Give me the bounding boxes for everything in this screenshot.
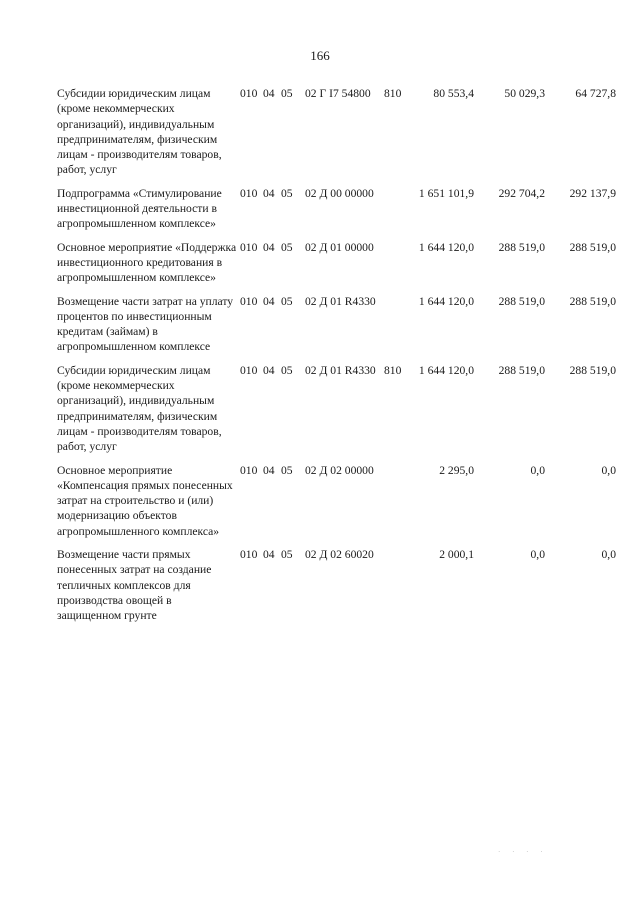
amount-year-2: 0,0 (530, 463, 545, 477)
amount-year-3: 64 727,8 (575, 87, 616, 100)
table-row (0, 186, 640, 240)
section-code: 04 (263, 363, 275, 377)
budget-table (0, 86, 640, 632)
amount-year-2: 50 029,3 (504, 87, 545, 100)
amount-year-2: 0,0 (530, 548, 545, 562)
subsection-code: 05 (281, 240, 293, 254)
row-description: Субсидии юридическим лицам (кроме некоммерческих организаций), индивидуальным предпринимателям, физическим лицам - производителям товаров, работ, услуг (57, 87, 222, 177)
amount-year-2: 288 519,0 (498, 294, 545, 308)
target-article-code: 02 Д 02 00000 (305, 463, 374, 477)
amount-year-1: 1 651 101,9 (418, 186, 474, 200)
subsection-code: 05 (281, 463, 293, 477)
subsection-code: 05 (281, 363, 293, 377)
amount-year-1: 80 553,4 (433, 87, 474, 100)
amount-year-2: 292 704,2 (498, 186, 545, 200)
scan-speckles: · · · · (498, 848, 548, 856)
section-code: 04 (263, 87, 275, 100)
amount-year-3: 292 137,9 (569, 186, 616, 200)
ministry-code: 010 (240, 363, 258, 377)
ministry-code: 010 (240, 87, 258, 100)
table-row (0, 547, 640, 631)
section-code: 04 (263, 186, 275, 200)
amount-year-3: 288 519,0 (569, 363, 616, 377)
section-code: 04 (263, 463, 275, 477)
amount-year-1: 2 295,0 (439, 463, 474, 477)
section-code: 04 (263, 240, 275, 254)
table-row (0, 240, 640, 294)
table-row (0, 86, 640, 186)
page-number: 166 (310, 48, 330, 63)
subsection-code: 05 (281, 548, 293, 562)
amount-year-1: 1 644 120,0 (418, 363, 474, 377)
expense-type-code: 810 (384, 87, 402, 100)
table-row (0, 294, 640, 363)
amount-year-2: 288 519,0 (498, 363, 545, 377)
table-row (0, 463, 640, 547)
ministry-code: 010 (240, 186, 258, 200)
amount-year-1: 1 644 120,0 (418, 294, 474, 308)
section-code: 04 (263, 548, 275, 562)
target-article-code: 02 Д 02 60020 (305, 548, 374, 562)
ministry-code: 010 (240, 240, 258, 254)
expense-type-code: 810 (384, 363, 402, 377)
row-description: Подпрограмма «Стимулирование инвестиционной деятельности в агропромышленном комплексе» (57, 186, 222, 231)
ministry-code: 010 (240, 548, 258, 562)
amount-year-3: 0,0 (601, 463, 616, 477)
amount-year-1: 1 644 120,0 (418, 240, 474, 254)
target-article-code: 02 Д 01 R4330 (305, 363, 376, 377)
amount-year-1: 2 000,1 (439, 548, 474, 562)
subsection-code: 05 (281, 186, 293, 200)
row-description: Возмещение части затрат на уплату процентов по инвестиционным кредитам (займам) в агропромышленном комплексе (57, 294, 234, 354)
target-article-code: 02 Д 01 R4330 (305, 294, 376, 308)
target-article-code: 02 Г I7 54800 (305, 87, 371, 100)
ministry-code: 010 (240, 294, 258, 308)
table-row (0, 363, 640, 463)
subsection-code: 05 (281, 294, 293, 308)
amount-year-3: 0,0 (601, 548, 616, 562)
amount-year-2: 288 519,0 (498, 240, 545, 254)
ministry-code: 010 (240, 463, 258, 477)
amount-year-3: 288 519,0 (569, 294, 616, 308)
row-description: Возмещение части прямых понесенных затрат на создание тепличных комплексов для производства овощей в защищенном грунте (57, 548, 212, 623)
amount-year-3: 288 519,0 (569, 240, 616, 254)
subsection-code: 05 (281, 87, 293, 100)
section-code: 04 (263, 294, 275, 308)
target-article-code: 02 Д 01 00000 (305, 240, 374, 254)
target-article-code: 02 Д 00 00000 (305, 186, 374, 200)
row-description: Основное мероприятие «Компенсация прямых понесенных затрат на строительство и (или) модернизацию объектов агропромышленного комплекса» (57, 463, 233, 538)
row-description: Субсидии юридическим лицам (кроме некоммерческих организаций), индивидуальным предпринимателям, физическим лицам - производителям товаров, работ, услуг (57, 363, 222, 454)
row-description: Основное мероприятие «Поддержка инвестиционного кредитования в агропромышленном комплексе» (57, 240, 237, 285)
